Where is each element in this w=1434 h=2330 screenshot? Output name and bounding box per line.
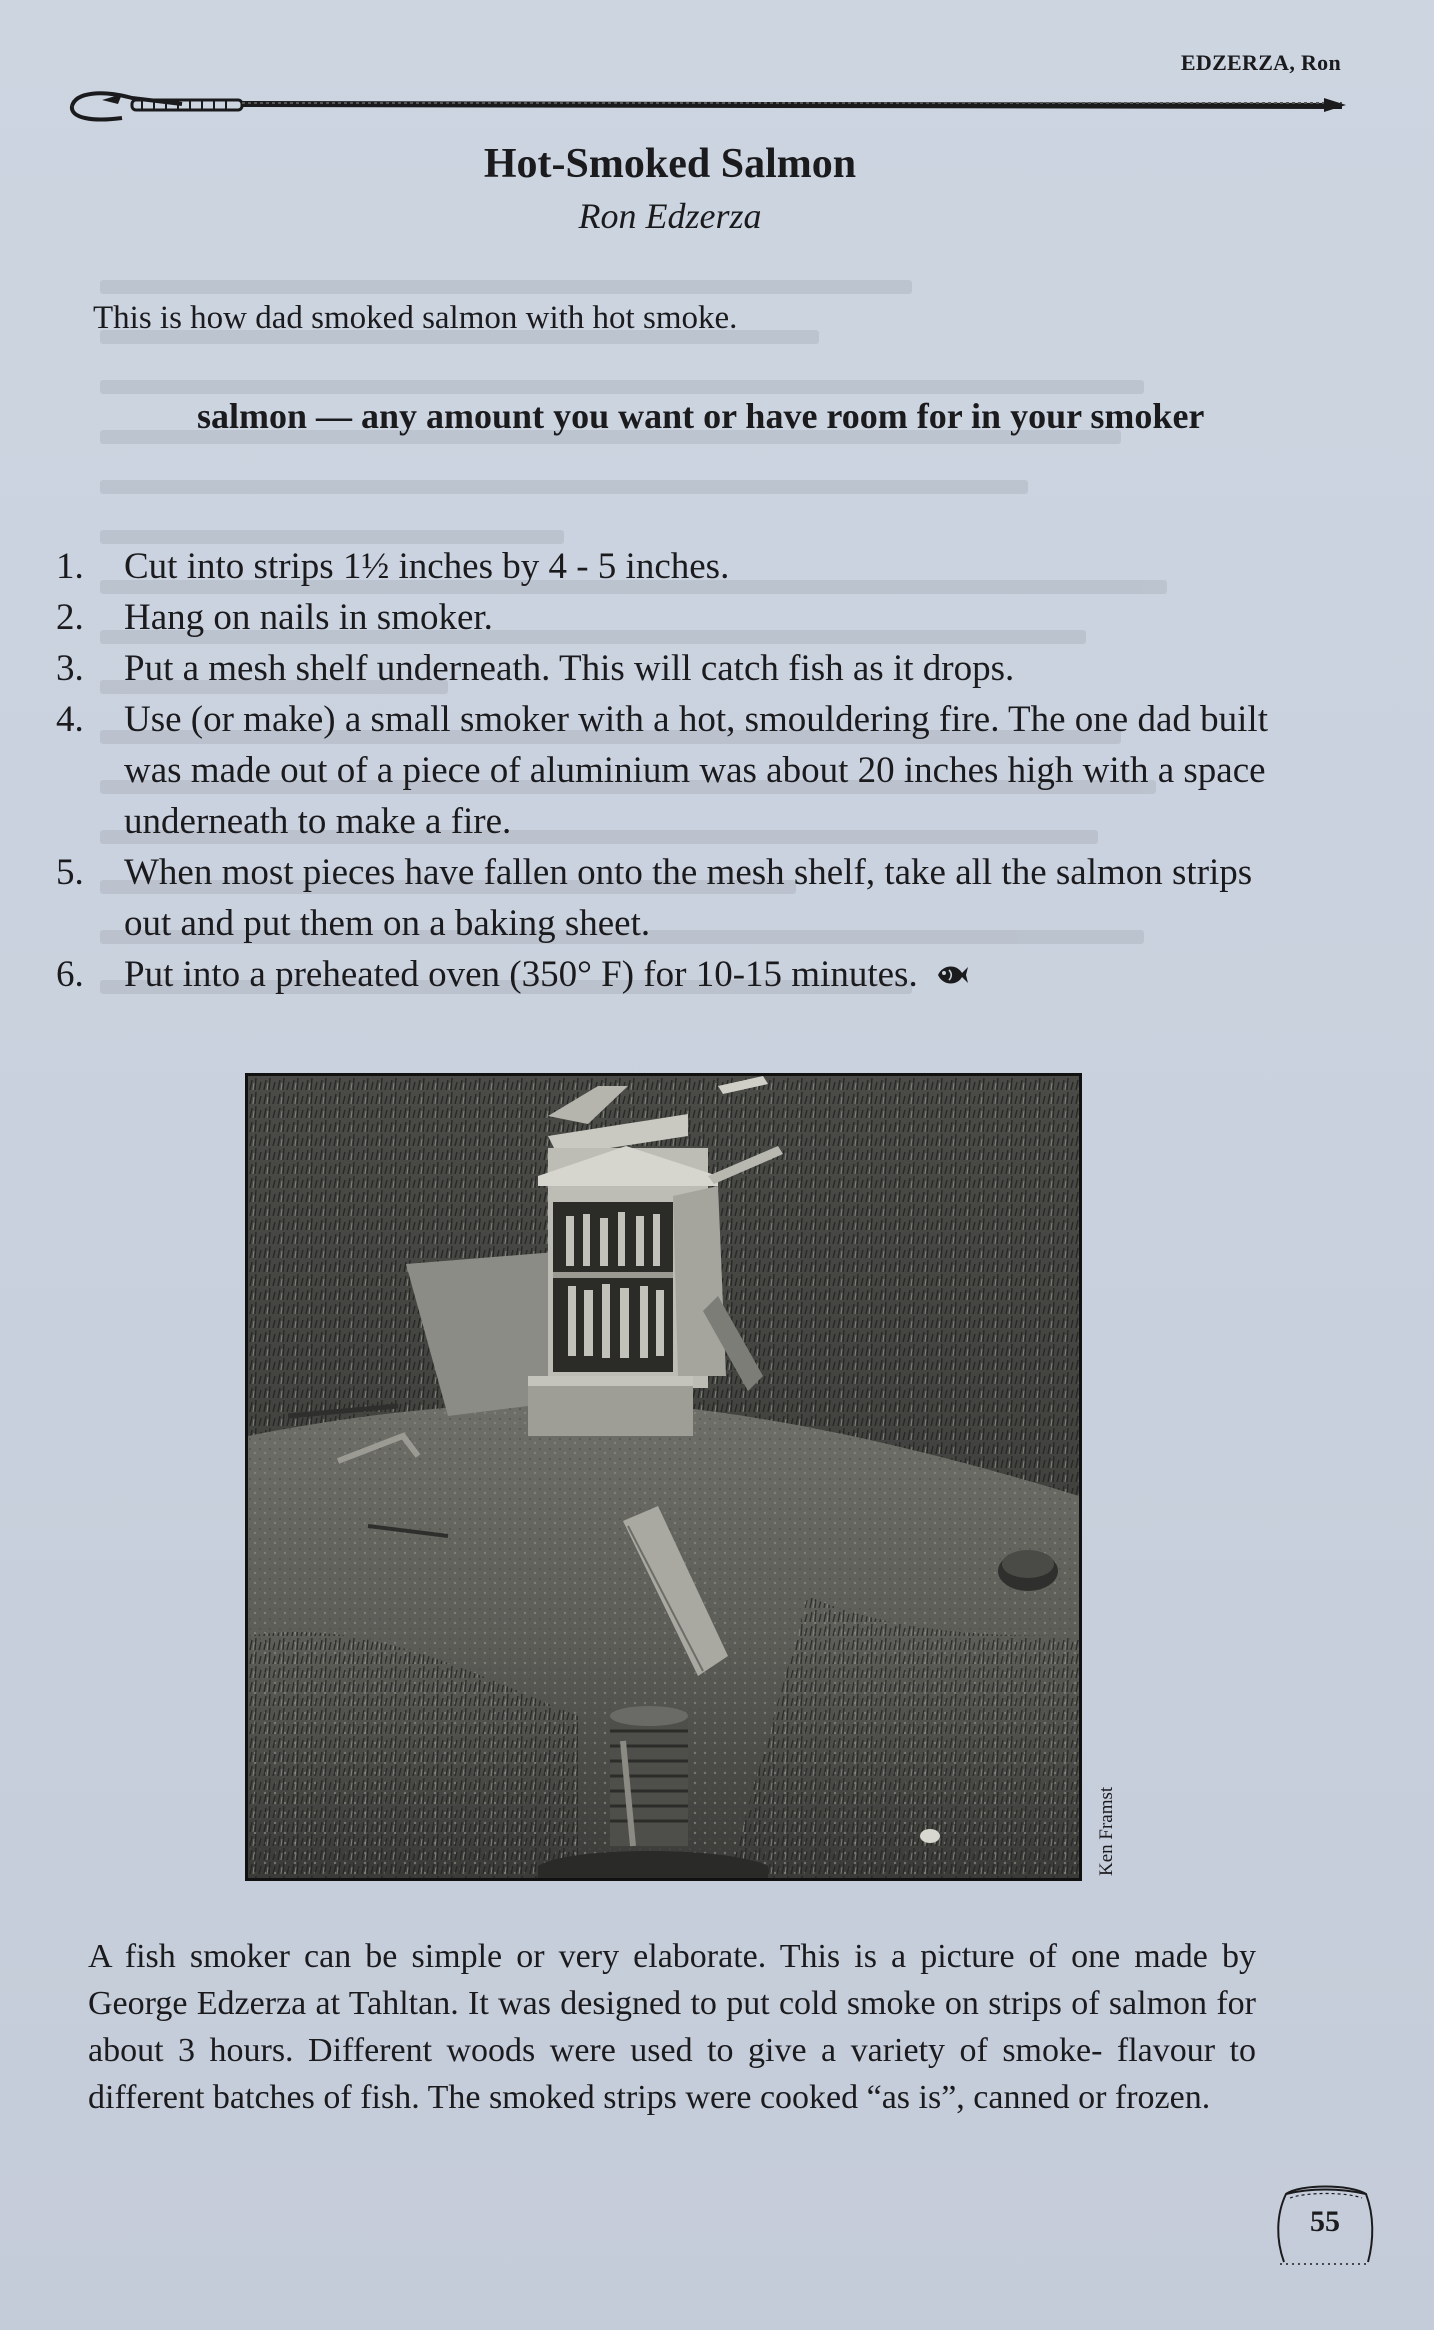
step-item <box>48 592 1308 643</box>
step-number: 2. <box>56 597 84 638</box>
smoker-photo <box>245 1073 1082 1881</box>
step-text: Use (or make) a small smoker with a hot, smouldering fire. The one dad built was made out of a piece of aluminium was about 20 inches high with a space underneath to make a fire. <box>124 699 1268 842</box>
step-number: 5. <box>56 852 84 893</box>
step-number: 3. <box>56 648 84 689</box>
fish-hook-rule-icon <box>62 74 1352 134</box>
step-text: Hang on nails in smoker. <box>124 597 493 638</box>
step-text: Put into a preheated oven (350° F) for 10-15 minutes. <box>124 954 918 995</box>
step-text: When most pieces have fallen onto the mesh shelf, take all the salmon strips out and put them on a baking sheet. <box>124 852 1253 944</box>
step-item <box>48 694 1308 847</box>
step-item <box>48 541 1308 592</box>
recipe-steps <box>48 541 1308 1000</box>
photo-credit: Ken Framst <box>1096 1786 1117 1876</box>
recipe-author: Ron Edzerza <box>578 196 762 236</box>
photo-caption: A fish smoker can be simple or very elaborate. This is a picture of one made by George Edzerza at Tahltan. It was designed to put cold smoke on strips of salmon for about 3 hours. Different woods were used to give a variety of smoke- flavour to different batches of fish. The smoked strips were cooked “as is”, canned or frozen. <box>88 1938 1256 2116</box>
running-header-author: EDZERZA, Ron <box>1180 50 1341 75</box>
step-number: 1. <box>56 546 84 587</box>
step-item <box>48 643 1308 694</box>
recipe-intro: This is how dad smoked salmon with hot smoke. <box>93 300 738 336</box>
step-item <box>48 949 1308 1000</box>
fish-end-mark-icon <box>935 961 969 989</box>
step-number: 6. <box>56 954 84 995</box>
step-item <box>48 847 1308 949</box>
step-text: Cut into strips 1½ inches by 4 - 5 inches. <box>124 546 730 587</box>
step-text: Put a mesh shelf underneath. This will catch fish as it drops. <box>124 648 1015 689</box>
ingredient-line: salmon — any amount you want or have room for in your smoker <box>197 396 1205 436</box>
recipe-title: Hot-Smoked Salmon <box>483 141 857 187</box>
step-number: 4. <box>56 699 84 740</box>
page-number: 55 <box>1310 2205 1340 2238</box>
